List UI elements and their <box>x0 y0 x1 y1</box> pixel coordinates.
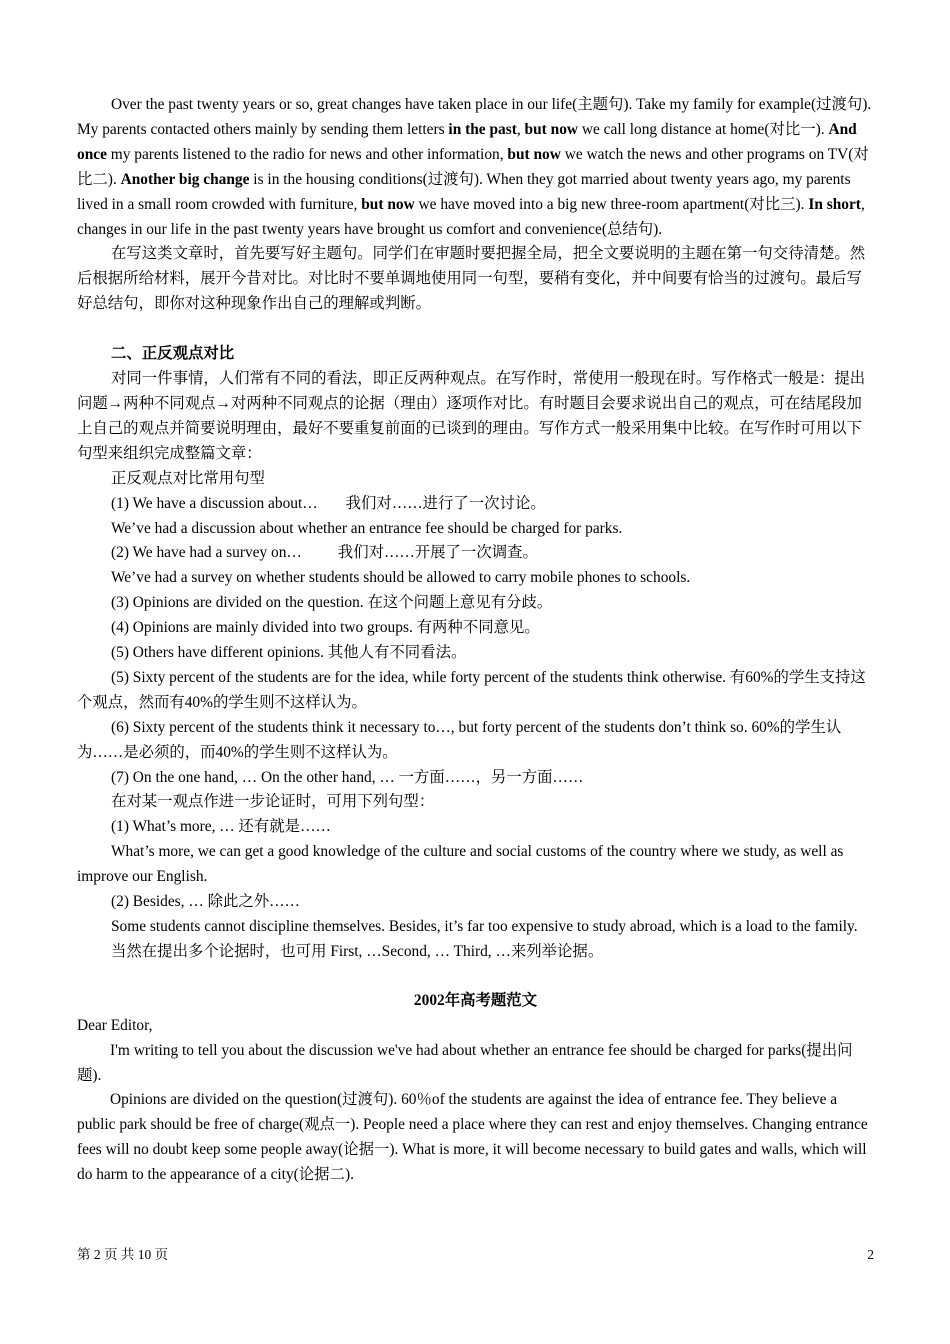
page-number: 2 <box>867 1247 874 1262</box>
pattern-7: (7) On the one hand, … On the other hand, … 一方面……，另一方面…… <box>111 768 584 786</box>
page-footer <box>77 1245 874 1265</box>
page-info: 第 2 页 共 10 页 <box>77 1247 169 1262</box>
section-intro-paragraph: 对同一件事情，人们常有不同的看法，即正反两种观点。在写作时，常使用一般现在时。写作格式一般是：提出问题→两种不同观点→对两种不同观点的论据（理由）逐项作对比。有时题目会要求说出自己的观点，可在结尾段加上自己的观点并简要说明理由，最好不要重复前面的已谈到的理由。写作方式一般采用集中比较。在写作时可用以下句型来组织完成整篇文章： <box>77 370 866 462</box>
pattern-1: (1) We have a discussion about… 我们对……进行了一次讨论。 <box>111 494 546 512</box>
bold-phrase: in the past <box>448 120 517 138</box>
example-paragraph: Over the past twenty years or so, great changes have taken place in our life(主题句). Take my family for example(过渡句). My parents contacted others mainly by sending them letters in the past, but now we call long distance at home(对比一). And once my parents listened to the radio for news and other information, but now we watch the news and other programs on TV(对比二). Another big change is in the housing conditions(过渡句). When they got married about twenty years ago, my parents lived in a small room crowded with furniture, but now we have moved into a big new three-room apartment(对比三). In short, changes in our life in the past twenty years have brought us comfort and convenience(总结句). <box>77 96 872 238</box>
bold-phrase: but now <box>361 195 415 213</box>
pattern-4: (4) Opinions are mainly divided into two groups. 有两种不同意见。 <box>111 619 540 637</box>
pattern-5b: (5) Sixty percent of the students are for the idea, while forty percent of the students think otherwise. 有60%的学生支持这个观点，然而有40%的学生则不这样认为。 <box>77 668 866 711</box>
bold-phrase: And once <box>77 120 857 163</box>
bold-phrase: In short <box>808 195 861 213</box>
salutation: Dear Editor, <box>77 1016 153 1034</box>
pattern-3: (3) Opinions are divided on the question. 在这个问题上意见有分歧。 <box>111 594 553 612</box>
patterns-title: 正反观点对比常用句型 <box>111 469 265 487</box>
pattern-6: (6) Sixty percent of the students think it necessary to…, but forty percent of the students don’t think so. 60%的学生认为……是必须的，而40%的学生则不这样认为。 <box>77 718 842 761</box>
document-body <box>77 93 874 1188</box>
essay-paragraph-2: Opinions are divided on the question(过渡句). 60％of the students are against the idea of entrance fee. They believe a public park should be free of charge(观点一). People need a place where they can rest and enjoy themselves. Changing entrance fees will no doubt keep some people away(论据一). What is more, it will become necessary to build gates and walls, which will do harm to the appearance of a city(论据二). <box>77 1091 868 1184</box>
further-patterns-title: 在对某一观点作进一步论证时，可用下列句型： <box>111 793 435 811</box>
essay-paragraph-1: I'm writing to tell you about the discussion we've had about whether an entrance fee should be charged for parks(提出问题). <box>77 1041 853 1084</box>
further-pattern-1: (1) What’s more, … 还有就是…… <box>111 818 331 836</box>
writing-tip-paragraph: 在写这类文章时，首先要写好主题句。同学们在审题时要把握全局，把全文要说明的主题在第一句交待清楚。然后根据所给材料，展开今昔对比。对比时不要单调地使用同一句型，要稍有变化，并中间要有恰当的过渡句。最后写好总结句，即你对这种现象作出自己的理解或判断。 <box>77 245 866 313</box>
further-pattern-2-example: Some students cannot discipline themselves. Besides, it’s far too expensive to study abroad, which is a load to the family. <box>111 918 858 935</box>
pattern-2: (2) We have had a survey on… 我们对……开展了一次调查。 <box>111 544 538 562</box>
further-pattern-3: 当然在提出多个论据时，也可用 First, …Second, … Third, …来列举论据。 <box>111 942 604 960</box>
pattern-5: (5) Others have different opinions. 其他人有不同看法。 <box>111 644 467 662</box>
section-heading: 二、正反观点对比 <box>111 345 235 363</box>
bold-phrase: Another big change <box>120 170 250 188</box>
bold-phrase: but now <box>524 120 579 138</box>
further-pattern-2: (2) Besides, … 除此之外…… <box>111 893 300 911</box>
further-pattern-1-example: What’s more, we can get a good knowledge of the culture and social customs of the country where we study, as well as improve our English. <box>77 843 844 886</box>
bold-phrase: but now <box>507 145 561 163</box>
pattern-2-example: We’ve had a survey on whether students should be allowed to carry mobile phones to schools. <box>111 569 691 587</box>
essay-title: 2002年高考题范文 <box>413 991 538 1009</box>
pattern-1-example: We’ve had a discussion about whether an entrance fee should be charged for parks. <box>111 519 623 537</box>
